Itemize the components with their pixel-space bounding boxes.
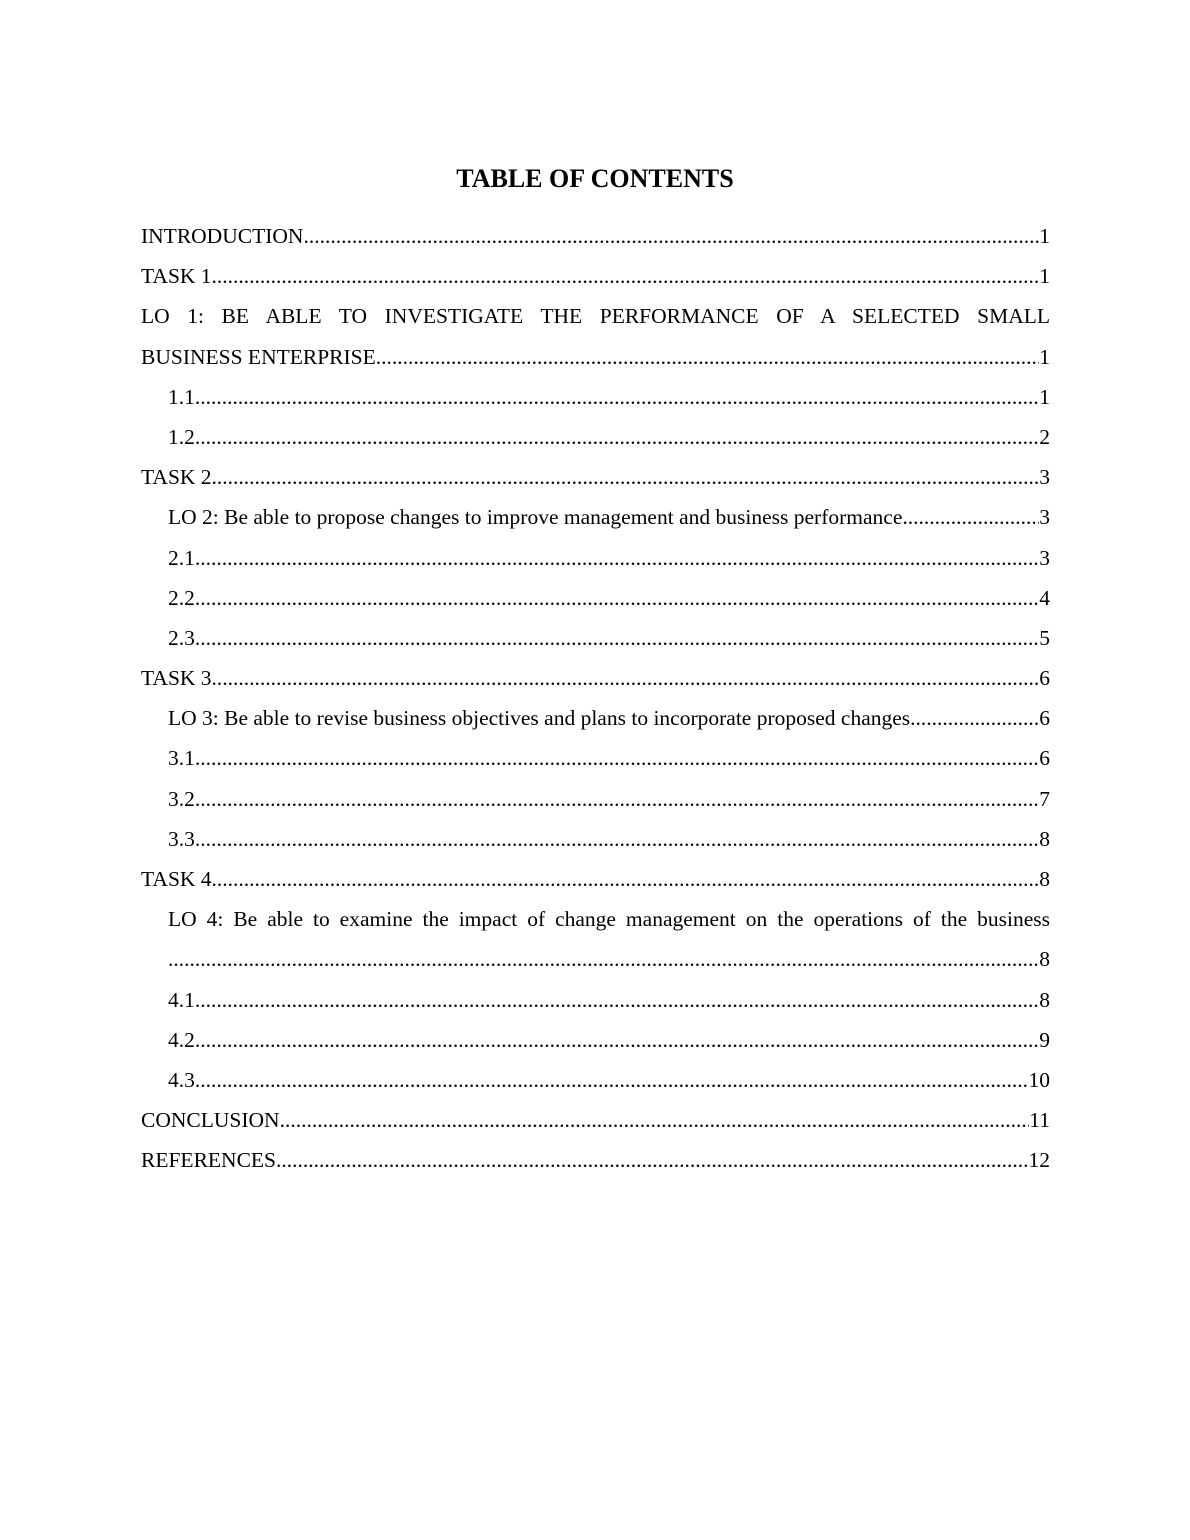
toc-entry-4-3[interactable] [141,1060,1050,1100]
toc-entry-label: 4.2 [168,1027,195,1052]
dot-leader [168,939,1039,979]
toc-entry-label: 3.2 [168,786,195,811]
toc-entry-label: TASK 1 [141,264,212,289]
toc-entry-page: 1 [1039,344,1050,369]
toc-entry-2-2[interactable] [141,578,1050,618]
toc-entry-label: TASK 2 [141,465,212,490]
dot-leader [195,819,1039,859]
toc-entry-label: LO 2: Be able to propose changes to improve management and business performance [168,505,903,530]
dot-leader [280,1100,1030,1140]
toc-entry-label: 4.1 [168,987,195,1012]
toc-entry-page: 11 [1029,1108,1050,1133]
toc-entry-4-2[interactable] [141,1020,1050,1060]
toc-entry-page: 5 [1039,625,1050,650]
toc-entry-lo-1-line-1[interactable] [141,296,1050,336]
toc-entry-page: 7 [1039,786,1050,811]
toc-entry-page: 10 [1028,1067,1050,1092]
toc-entry-task-4[interactable] [141,859,1050,899]
toc-entry-label: 2.2 [168,585,195,610]
toc-entry-label: LO 1: BE ABLE TO INVESTIGATE THE PERFORMANCE OF A SELECTED SMALL [141,304,1050,329]
dot-leader [195,618,1039,658]
toc-entry-3-1[interactable] [141,738,1050,778]
toc-entry-lo-2[interactable] [141,497,1050,537]
dot-leader [195,738,1039,778]
toc-entry-label: 1.1 [168,384,195,409]
toc-entry-page: 1 [1039,264,1050,289]
toc-entry-label: 2.1 [168,545,195,570]
toc-entry-label: TASK 4 [141,867,212,891]
dot-leader [195,980,1039,1020]
toc-entry-task-2[interactable] [141,457,1050,497]
toc-entry-label: REFERENCES [141,1148,276,1173]
toc-entry-page: 3 [1039,505,1050,530]
toc-entry-page: 8 [1039,987,1050,1012]
toc-entry-lo-4-line-1[interactable] [141,899,1050,939]
toc-entry-page: 1 [1039,224,1050,248]
dot-leader [276,1140,1029,1180]
dot-leader [212,457,1040,497]
toc-entry-label: CONCLUSION [141,1108,280,1133]
toc-entry-task-3[interactable] [141,658,1050,698]
dot-leader [195,578,1039,618]
dot-leader [212,859,1040,899]
dot-leader [195,779,1039,819]
table-of-contents [141,216,1050,1181]
toc-entry-lo-4-line-2[interactable] [141,939,1050,979]
toc-entry-1-1[interactable] [141,377,1050,417]
toc-entry-page: 4 [1039,585,1050,610]
toc-entry-label: 3.3 [168,826,195,851]
dot-leader [195,417,1039,457]
toc-entry-2-3[interactable] [141,618,1050,658]
toc-entry-label: INTRODUCTION [141,224,304,248]
toc-entry-conclusion[interactable] [141,1100,1050,1140]
toc-entry-label: LO 4: Be able to examine the impact of change management on the operations of the business [168,907,1050,932]
toc-entry-page: 2 [1039,424,1050,449]
toc-entry-4-1[interactable] [141,980,1050,1020]
toc-entry-label: BUSINESS ENTERPRISE [141,344,376,369]
toc-entry-page: 3 [1039,465,1050,490]
dot-leader [195,538,1039,578]
toc-entry-label: 4.3 [168,1067,195,1092]
toc-title: TABLE OF CONTENTS [456,164,734,193]
dot-leader [376,337,1040,377]
toc-entry-page: 3 [1039,545,1050,570]
dot-leader [902,497,1039,537]
toc-entry-page: 12 [1028,1148,1050,1173]
toc-entry-lo-1-line-2[interactable] [141,337,1050,377]
toc-entry-page: 6 [1039,666,1050,691]
dot-leader [212,658,1040,698]
toc-entry-page: 6 [1039,746,1050,771]
dot-leader [195,377,1039,417]
toc-entry-page: 8 [1039,947,1050,972]
toc-entry-2-1[interactable] [141,538,1050,578]
toc-entry-lo-3[interactable] [141,698,1050,738]
toc-entry-label: 1.2 [168,424,195,449]
toc-entry-page: 6 [1039,706,1050,731]
toc-entry-label: 2.3 [168,625,195,650]
toc-entry-references[interactable] [141,1140,1050,1180]
toc-entry-1-2[interactable] [141,417,1050,457]
dot-leader [303,216,1039,256]
toc-entry-label: LO 3: Be able to revise business objectives and plans to incorporate proposed changes [168,706,911,731]
toc-entry-label: 3.1 [168,746,195,771]
dot-leader [212,256,1040,296]
toc-entry-page: 9 [1039,1027,1050,1052]
toc-entry-page: 8 [1039,826,1050,851]
toc-entry-page: 1 [1039,384,1050,409]
toc-entry-label: TASK 3 [141,666,212,691]
toc-entry-introduction[interactable] [141,216,1050,256]
toc-entry-3-2[interactable] [141,779,1050,819]
toc-entry-3-3[interactable] [141,819,1050,859]
toc-entry-task-1[interactable] [141,256,1050,296]
dot-leader [195,1020,1039,1060]
dot-leader [195,1060,1029,1100]
toc-entry-page: 8 [1039,867,1050,891]
dot-leader [910,698,1039,738]
